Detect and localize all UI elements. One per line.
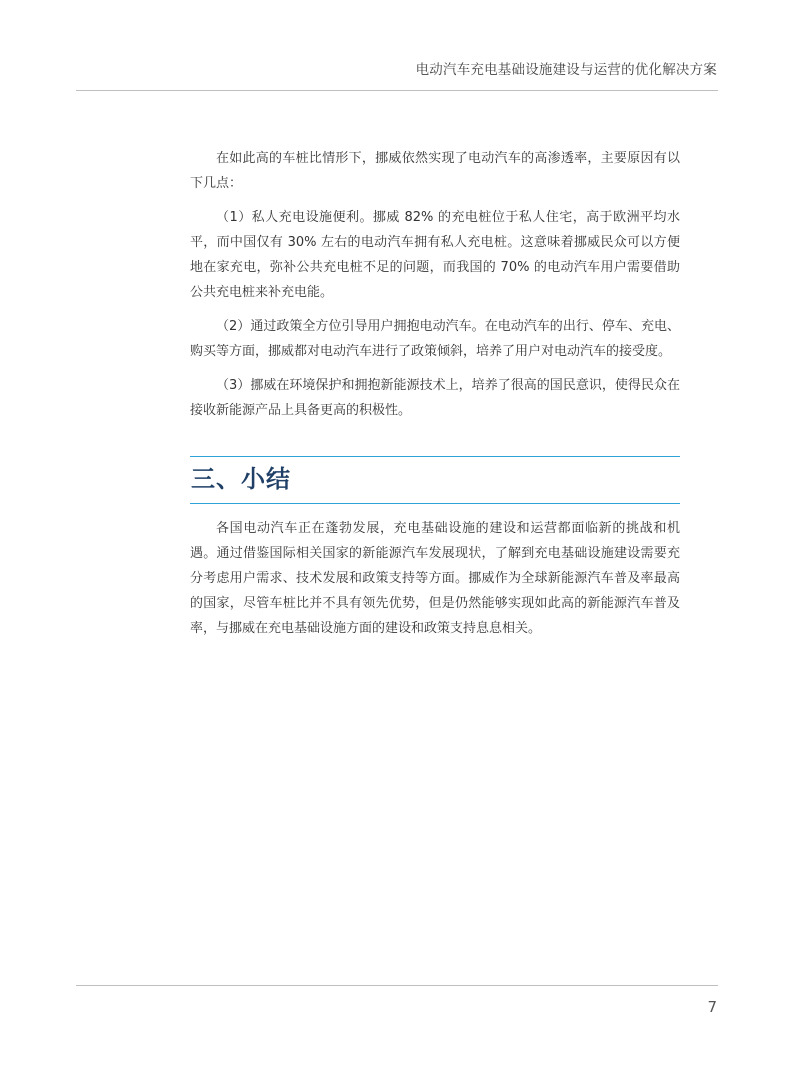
reason-paragraph-3: （3）挪威在环境保护和拥抱新能源技术上，培养了很高的国民意识，使得民众在接收新能源产品上具备更高的积极性。 [190,378,680,418]
header-divider [76,90,718,91]
summary-paragraph: 各国电动汽车正在蓬勃发展，充电基础设施的建设和运营都面临新的挑战和机遇。通过借鉴国际相关国家的新能源汽车发展现状，了解到充电基础设施建设需要充分考虑用户需求、技术发展和政策支持等方面。挪威作为全球新能源汽车普及率最高的国家，尽管车桩比并不具有领先优势，但是仍然能够实现如此高的新能源汽车普及率，与挪威在充电基础设施方面的建设和政策支持息息相关。 [190,521,680,636]
reason-paragraph-1: （1）私人充电设施便利。挪威 82% 的充电桩位于私人住宅，高于欧洲平均水平，而中国仅有 30% 左右的电动汽车拥有私人充电桩。这意味着挪威民众可以方便地在家充电，弥补公共充电桩不足的问题，而我国的 70% 的电动汽车用户需要借助公共充电桩来补充电能。 [190,210,680,300]
section-heading: 三、小结 [191,465,291,493]
summary-text-block [190,516,680,641]
footer-divider [76,985,718,986]
body-text-block [190,146,680,423]
page-number: 7 [707,998,717,1016]
reason-paragraph-2: （2）通过政策全方位引导用户拥抱电动汽车。在电动汽车的出行、停车、充电、购买等方面，挪威都对电动汽车进行了政策倾斜，培养了用户对电动汽车的接受度。 [190,319,680,359]
section-heading-band [190,456,680,504]
running-header-title: 电动汽车充电基础设施建设与运营的优化解决方案 [415,62,717,78]
intro-paragraph: 在如此高的车桩比情形下，挪威依然实现了电动汽车的高渗透率，主要原因有以下几点： [190,151,680,191]
